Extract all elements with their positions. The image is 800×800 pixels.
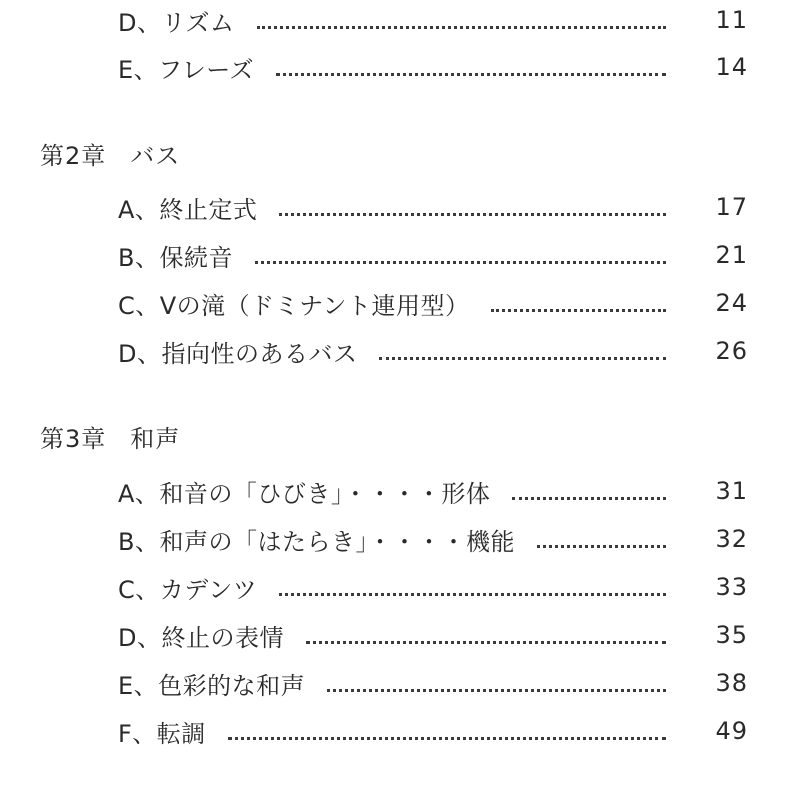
chapter-title: バス [130,142,181,170]
dot-leader [255,261,666,264]
entry-label: B、和声の「はたらき」・・・・機能 [118,527,515,556]
dot-leader [327,689,666,692]
entry-label: A、和音の「ひびき」・・・・形体 [118,479,491,508]
entry-label: D、リズム [118,8,235,37]
entry-page-number: 32 [715,525,748,553]
dot-leader [306,641,666,644]
entry-page-number: 31 [715,477,748,505]
toc-entry-phrase[interactable] [118,50,748,84]
entry-label: A、終止定式 [118,195,258,224]
dot-leader [279,593,666,596]
entry-page-number: 11 [715,6,748,34]
toc-entry-directional-bass[interactable] [118,334,748,368]
chapter-number: 第3章 [40,425,107,453]
chapter-title: 和声 [130,425,181,453]
entry-label: D、指向性のあるバス [118,339,358,368]
toc-entry-cadenz[interactable] [118,570,748,604]
toc-entry-rhythm[interactable] [118,3,748,37]
toc-entry-cadence-formula[interactable] [118,190,748,224]
entry-label: B、保続音 [118,243,233,272]
dot-leader [512,497,666,500]
dot-leader [379,357,666,360]
chapter-heading-2[interactable] [40,141,180,171]
entry-page-number: 38 [715,669,748,697]
dot-leader [257,26,666,29]
entry-label: F、転調 [118,719,206,748]
chapter-number: 第2章 [40,142,107,170]
toc-entry-pedal-point[interactable] [118,238,748,272]
toc-entry-cadence-expression[interactable] [118,618,748,652]
entry-label: C、Vの滝（ドミナント連用型） [118,291,470,320]
toc-entry-harmony-function[interactable] [118,522,748,556]
dot-leader [228,737,666,740]
toc-entry-modulation[interactable] [118,714,748,748]
toc-entry-dominant-chain[interactable] [118,286,748,320]
dot-leader [491,309,666,312]
dot-leader [537,545,666,548]
entry-page-number: 35 [715,621,748,649]
entry-page-number: 26 [715,337,748,365]
chapter-heading-3[interactable] [40,424,180,454]
entry-page-number: 49 [715,717,748,745]
entry-page-number: 17 [715,193,748,221]
dot-leader [276,73,666,76]
dot-leader [279,213,666,216]
entry-label: D、終止の表情 [118,623,284,652]
entry-page-number: 21 [715,241,748,269]
entry-label: E、フレーズ [118,55,255,84]
entry-label: C、カデンツ [118,575,258,604]
entry-page-number: 14 [715,53,748,81]
entry-label: E、色彩的な和声 [118,671,306,700]
toc-entry-colorful-harmony[interactable] [118,666,748,700]
toc-entry-chord-sound[interactable] [118,474,748,508]
entry-page-number: 24 [715,289,748,317]
entry-page-number: 33 [715,573,748,601]
